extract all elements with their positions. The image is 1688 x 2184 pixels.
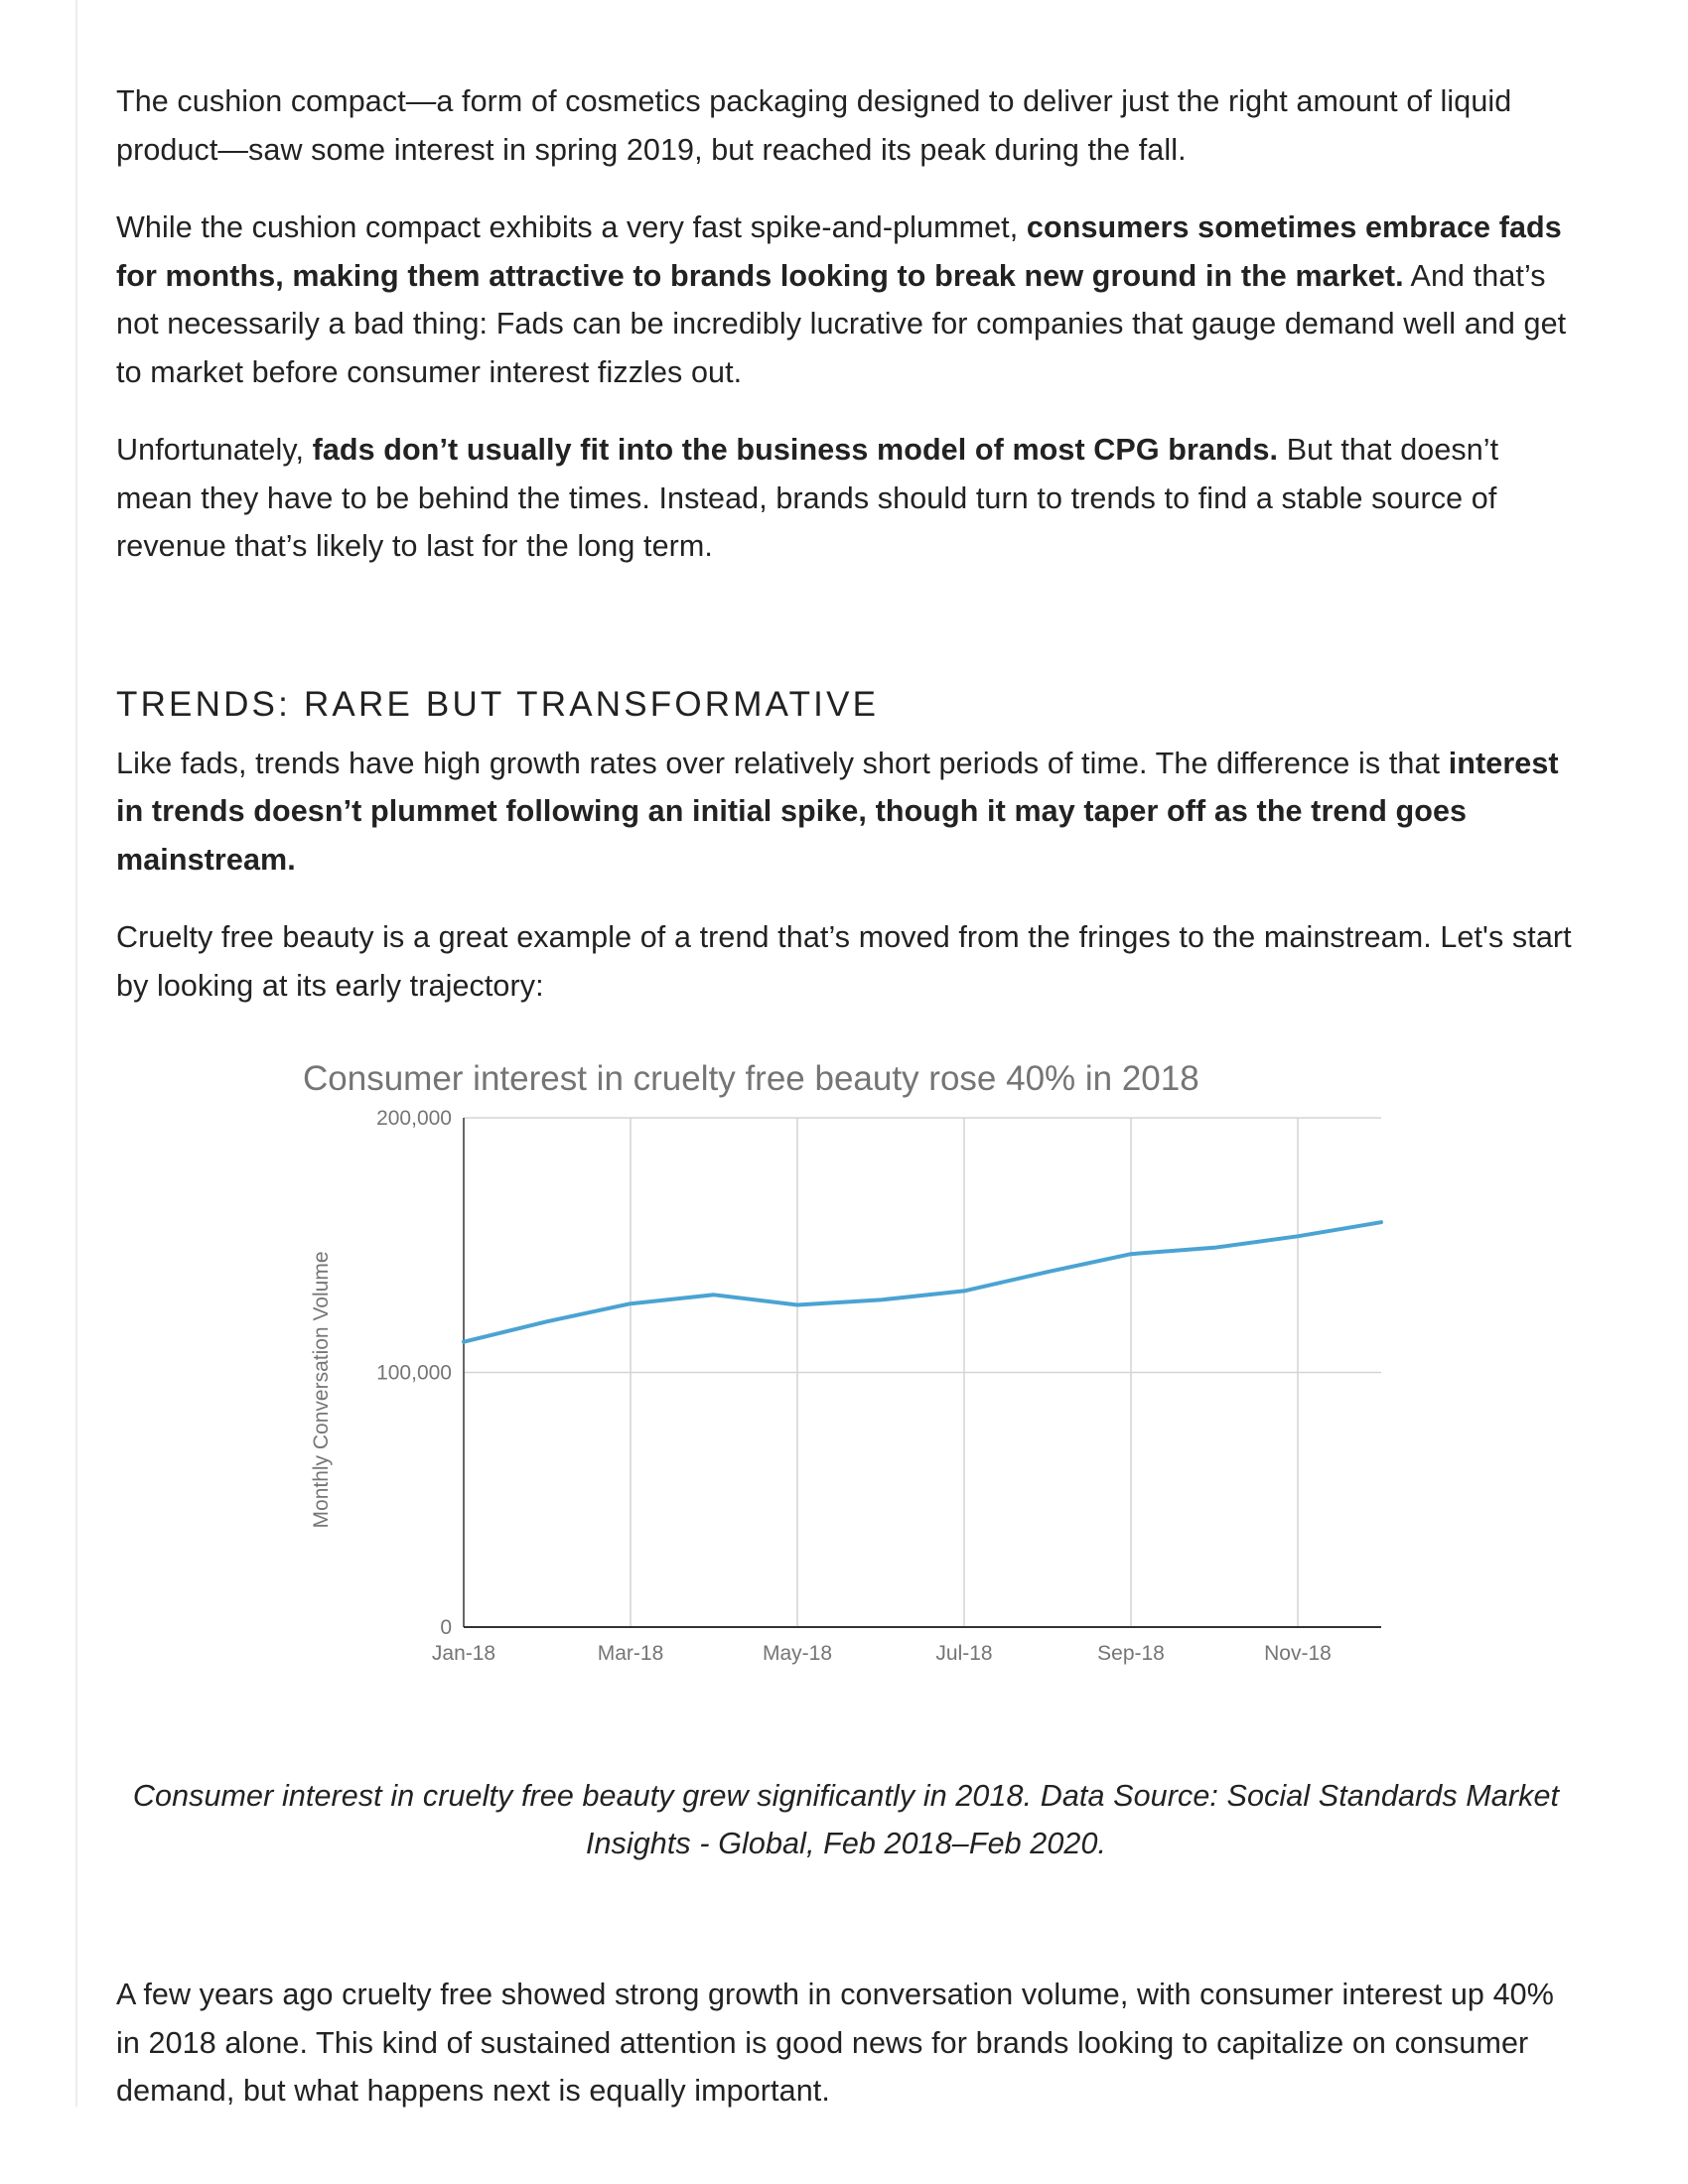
series-line xyxy=(464,1222,1381,1342)
text-run: Like fads, trends have high growth rates over relatively short periods of time. The difference is that xyxy=(116,746,1449,780)
bold-text: consumers sometimes embrace fads for months, making them attractive to brands looking to break new ground in the market. xyxy=(116,210,1562,293)
paragraph-trends-definition xyxy=(116,740,1576,885)
text-run: But that doesn’t mean they have to be behind the times. Instead, brands should turn to trends to find a stable source of revenue that’s likely to last for the long term. xyxy=(116,433,1499,563)
paragraph-cruelty-free-intro: Cruelty free beauty is a great example of a trend that’s moved from the fringes to the mainstream. Let's start by looking at its early trajectory: xyxy=(116,920,1572,1003)
text-run: While the cushion compact exhibits a very fast spike-and-plummet, xyxy=(116,210,1027,244)
paragraph-fads-embrace xyxy=(116,204,1576,396)
chart-series xyxy=(464,1222,1381,1342)
bold-text: fads don’t usually fit into the business model of most CPG brands. xyxy=(312,433,1279,467)
bold-text: interest in trends doesn’t plummet following an initial spike, though it may taper off as the trend goes mainstream. xyxy=(116,746,1559,877)
chart-tick-labels xyxy=(376,1107,1332,1665)
line-chart xyxy=(116,1047,1576,1772)
left-border-rule xyxy=(75,0,77,2107)
paragraph-fads-cpg xyxy=(116,426,1576,571)
x-tick-label: Nov-18 xyxy=(1264,1642,1332,1665)
x-tick-label: Jan-18 xyxy=(431,1642,496,1665)
y-tick-label: 0 xyxy=(440,1616,452,1639)
section-heading: TRENDS: RARE BUT TRANSFORMATIVE xyxy=(116,684,880,724)
x-tick-label: Mar-18 xyxy=(597,1642,664,1665)
y-axis-label: Monthly Conversation Volume xyxy=(310,1251,333,1529)
chart-svg xyxy=(116,1047,1576,1772)
y-tick-label: 100,000 xyxy=(376,1361,452,1385)
article-body xyxy=(116,77,1576,2145)
y-tick-label: 200,000 xyxy=(376,1107,452,1130)
x-tick-label: Sep-18 xyxy=(1097,1642,1165,1665)
chart-grid xyxy=(464,1118,1381,1627)
chart-caption: Consumer interest in cruelty free beauty grew significantly in 2018. Data Source: Social Standards Market Insights - Global, Feb 2018–Feb 2020. xyxy=(132,1779,1560,1860)
paragraph-cushion-compact: The cushion compact—a form of cosmetics packaging designed to deliver just the right amount of liquid product—saw some interest in spring 2019, but reached its peak during the fall. xyxy=(116,84,1512,167)
paragraph-closing: A few years ago cruelty free showed strong growth in conversation volume, with consumer interest up 40% in 2018 alone. This kind of sustained attention is good news for brands looking to capitalize on consumer demand, but what happens next is equally important. xyxy=(116,1978,1554,2108)
x-tick-label: Jul-18 xyxy=(935,1642,993,1665)
x-tick-label: May-18 xyxy=(762,1642,833,1665)
text-run: And that’s not necessarily a bad thing: Fads can be incredibly lucrative for companies that gauge demand well and get to market before consumer interest fizzles out. xyxy=(116,258,1567,389)
chart-title: Consumer interest in cruelty free beauty rose 40% in 2018 xyxy=(303,1059,1199,1098)
text-run: Unfortunately, xyxy=(116,433,313,467)
